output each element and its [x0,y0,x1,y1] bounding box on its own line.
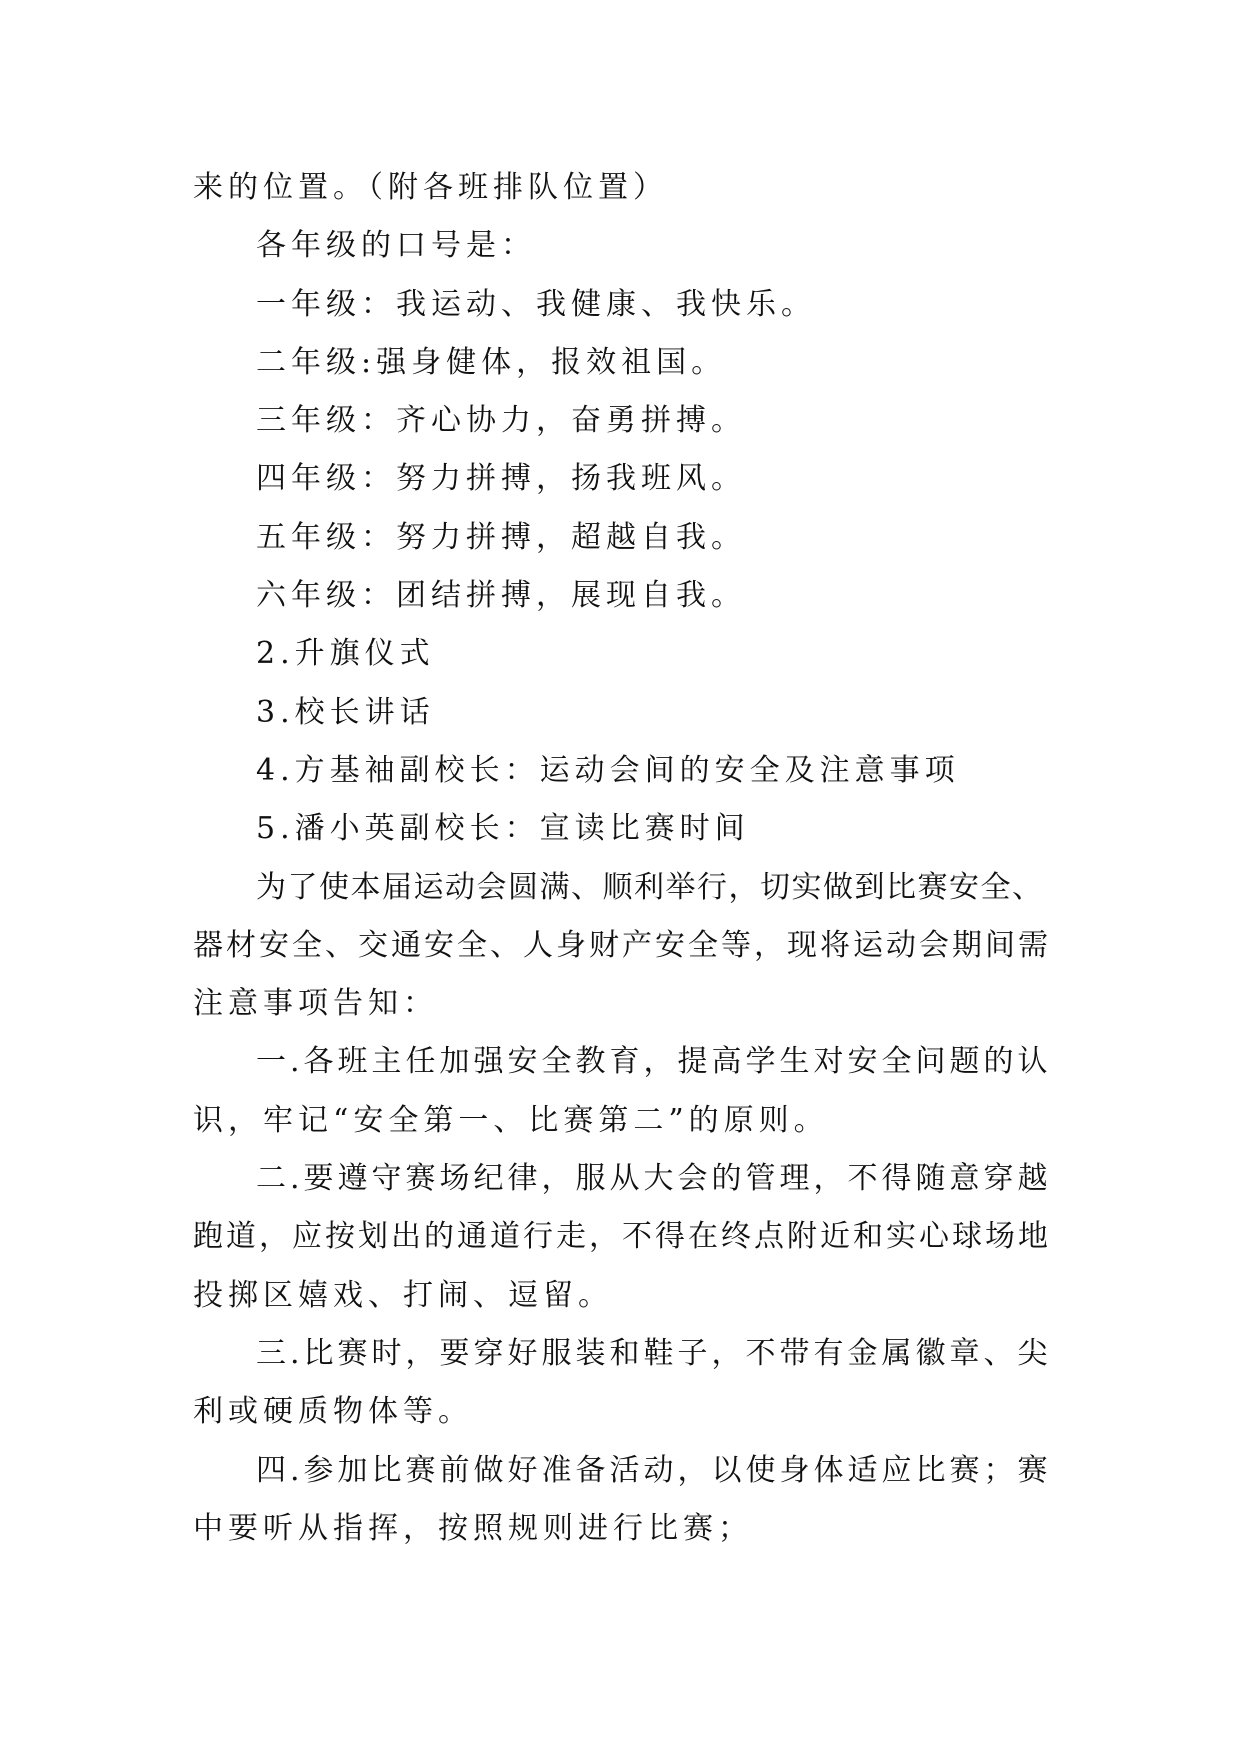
text-line: 二.要遵守赛场纪律，服从大会的管理，不得随意穿越 [256,1161,1052,1197]
text-line: 注意事项告知： [193,986,438,1022]
text-line: 识，牢记“安全第一、比赛第二”的原则。 [193,1102,829,1138]
text-line: 六年级：团结拼搏，展现自我。 [256,578,746,614]
text-line: 五年级：努力拼搏，超越自我。 [256,519,746,555]
text-line: 四年级：努力拼搏，扬我班风。 [256,461,746,497]
text-line: 跑道，应按划出的通道行走，不得在终点附近和实心球场地 [193,1219,1051,1255]
text-line: 器材安全、交通安全、人身财产安全等，现将运动会期间需 [193,927,1051,963]
text-line: 一年级：我运动、我健康、我快乐。 [256,286,816,322]
text-line: 2.升旗仪式 [256,636,435,672]
text-line: 投掷区嬉戏、打闹、逗留。 [193,1277,613,1313]
document-body [193,159,1053,1558]
text-line: 各年级的口号是： [256,228,536,264]
text-line: 利或硬质物体等。 [193,1394,473,1430]
text-line: 三年级：齐心协力，奋勇拼搏。 [256,403,746,439]
text-line: 为了使本届运动会圆满、顺利举行，切实做到比赛安全、 [256,869,1044,905]
text-line: 3.校长讲话 [256,694,435,730]
text-line: 中要听从指挥，按照规则进行比赛； [193,1510,753,1546]
text-line: 二年级:强身健体，报效祖国。 [256,344,727,380]
text-line: 一.各班主任加强安全教育，提高学生对安全问题的认 [256,1044,1052,1080]
text-line: 四.参加比赛前做好准备活动，以使身体适应比赛；赛 [256,1452,1052,1488]
text-line: 4.方基袖副校长：运动会间的安全及注意事项 [256,752,960,788]
text-line: 来的位置。（附各班排队位置） [193,170,668,205]
text-line: 三.比赛时，要穿好服装和鞋子，不带有金属徽章、尖 [256,1335,1052,1371]
text-line: 5.潘小英副校长：宣读比赛时间 [256,811,750,847]
